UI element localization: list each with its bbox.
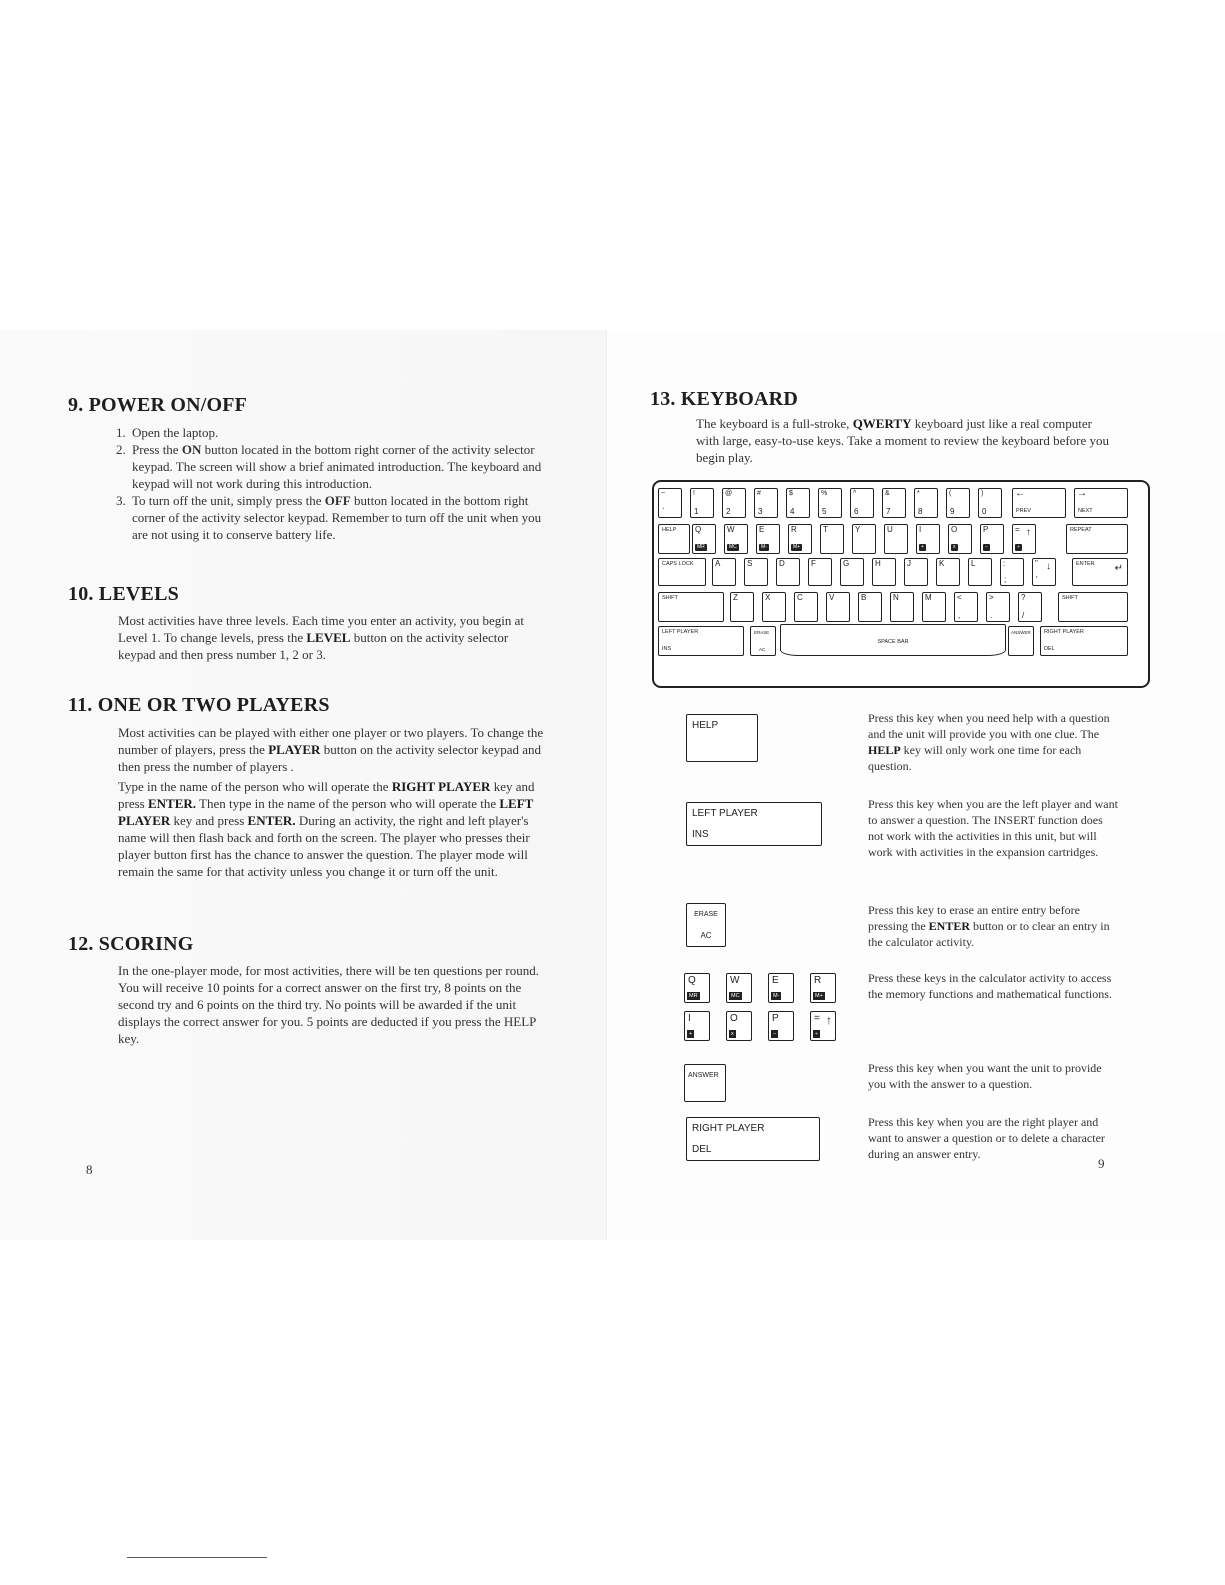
key-quote: " ' ↓	[1032, 558, 1056, 586]
key-n: N	[890, 592, 914, 622]
key-equals: = ↑ ÷	[1012, 524, 1036, 554]
key-comma: < ,	[954, 592, 978, 622]
levels-paragraph: Most activities have three levels. Each time you enter an activity, you begin at Level 1. To change levels, press the LEVEL button on the activity selector keypad and then press number 1, 2 or 3.	[118, 613, 524, 662]
up-arrow-icon: ↑	[826, 1013, 832, 1027]
key-answer: ANSWER	[1008, 626, 1034, 656]
players-paragraph-1: Most activities can be played with either one player or two players. To change the number of players, press the PLAYER button on the activity selector keypad and then press the number of players .	[118, 725, 544, 774]
key-3: # 3	[754, 488, 778, 518]
page-number-left: 8	[86, 1162, 93, 1177]
key-7: & 7	[882, 488, 906, 518]
key-f: F	[808, 558, 832, 586]
key-5: % 5	[818, 488, 842, 518]
page-gutter	[606, 330, 607, 1240]
key-m: M	[922, 592, 946, 622]
section-heading-power: 9. POWER ON/OFF	[68, 394, 248, 416]
key-b: B	[858, 592, 882, 622]
key-next: → NEXT	[1074, 488, 1128, 518]
key-caps-lock: CAPS LOCK	[658, 558, 706, 586]
enter-arrow-icon: ↵	[1114, 563, 1123, 574]
callout-desc-memory: Press these keys in the calculator activity to access the memory functions and mathematical functions.	[868, 971, 1112, 1001]
callout-desc-left-player: Press this key when you are the left player and want to answer a question. The INSERT function does not work with the activities in this unit, but will work with activities in the expansion cartridges.	[868, 797, 1118, 859]
key-g: G	[840, 558, 864, 586]
key-help: HELP	[658, 524, 690, 554]
key-u: U	[884, 524, 908, 554]
key-s: S	[744, 558, 768, 586]
keyboard-diagram	[652, 480, 1150, 688]
key-y: Y	[852, 524, 876, 554]
key-c: C	[794, 592, 818, 622]
key-0: ) 0	[978, 488, 1002, 518]
callout-key-right-player: RIGHT PLAYER DEL	[686, 1117, 820, 1161]
key-o: O x	[948, 524, 972, 554]
power-step-3: 3. To turn off the unit, simply press the OFF button located in the bottom right corner of the activity selector keypad. Remember to turn off the unit when you are not using it to conserve battery life.	[116, 493, 542, 542]
mem-key-r: R M+	[810, 973, 836, 1003]
key-right-player: RIGHT PLAYER DEL	[1040, 626, 1128, 656]
section-heading-scoring: 12. SCORING	[68, 933, 194, 955]
key-h: H	[872, 558, 896, 586]
mem-key-p: P −	[768, 1011, 794, 1041]
power-steps	[116, 424, 554, 543]
power-step-1: 1. Open the laptop.	[116, 425, 219, 440]
key-l: L	[968, 558, 992, 586]
players-paragraph-2: Type in the name of the person who will operate the RIGHT PLAYER key and press ENTER. Then type in the name of the person who will operate the LEFT PLAYER key and press ENTER. During an activity, the right and left player's name will then flash back and forth on the screen. The player who presses their player button first has the chance to answer the question. The player mode will remain the same for that activity unless you change it or turn off the unit.	[118, 779, 535, 879]
callout-key-help: HELP	[686, 714, 758, 762]
key-2: @ 2	[722, 488, 746, 518]
callout-key-left-player: LEFT PLAYER INS	[686, 802, 822, 846]
callout-desc-help: Press this key when you need help with a question and the unit will provide you with one clue. The HELP key will only work one time for each question.	[868, 711, 1110, 773]
mem-key-e: E M-	[768, 973, 794, 1003]
mem-key-i: I +	[684, 1011, 710, 1041]
key-p: P −	[980, 524, 1004, 554]
bottom-link-underline	[127, 1557, 267, 1558]
key-left-player: LEFT PLAYER INS	[658, 626, 744, 656]
section-heading-players: 11. ONE OR TWO PLAYERS	[68, 694, 330, 716]
key-i: I +	[916, 524, 940, 554]
key-shift-right: SHIFT	[1058, 592, 1128, 622]
key-k: K	[936, 558, 960, 586]
key-e: E M-	[756, 524, 780, 554]
page-number-right: 9	[1098, 1156, 1105, 1171]
callout-key-answer: ANSWER	[684, 1064, 726, 1102]
mem-key-q: Q MR	[684, 973, 710, 1003]
key-slash: ? /	[1018, 592, 1042, 622]
key-a: A	[712, 558, 736, 586]
key-period: > .	[986, 592, 1010, 622]
key-space-bar: SPACE BAR	[780, 624, 1006, 656]
key-d: D	[776, 558, 800, 586]
section-heading-levels: 10. LEVELS	[68, 583, 179, 605]
mem-key-o: O x	[726, 1011, 752, 1041]
key-r: R M+	[788, 524, 812, 554]
key-tilde: ~ `	[658, 488, 682, 518]
key-z: Z	[730, 592, 754, 622]
key-j: J	[904, 558, 928, 586]
section-heading-keyboard: 13. KEYBOARD	[650, 388, 798, 410]
keyboard-intro: The keyboard is a full-stroke, QWERTY keyboard just like a real computer with large, easy-to-use keys. Take a moment to review the keyboard before you begin play.	[696, 416, 1110, 465]
key-8: * 8	[914, 488, 938, 518]
key-shift-left: SHIFT	[658, 592, 724, 622]
key-v: V	[826, 592, 850, 622]
callout-desc-erase: Press this key to erase an entire entry before pressing the ENTER button or to clear an entry in the calculator activity.	[868, 903, 1110, 949]
right-page-shade	[607, 330, 1225, 1240]
key-prev: ← PREV	[1012, 488, 1066, 518]
callout-desc-answer: Press this key when you want the unit to provide you with the answer to a question.	[868, 1061, 1102, 1091]
key-w: W MC	[724, 524, 748, 554]
key-t: T	[820, 524, 844, 554]
key-erase: ERASE AC	[750, 626, 776, 656]
key-semicolon: : ;	[1000, 558, 1024, 586]
mem-key-equals: = ↑ ÷	[810, 1011, 836, 1041]
callout-key-erase: ERASE AC	[686, 903, 726, 947]
down-arrow-icon: ↓	[1046, 561, 1051, 572]
callout-desc-right-player: Press this key when you are the right player and want to answer a question or to delete a character during an answer entry.	[868, 1115, 1105, 1161]
key-enter: ENTER ↵	[1072, 558, 1128, 586]
scoring-paragraph: In the one-player mode, for most activities, there will be ten questions per round. You will receive 10 points for a correct answer on the first try, 8 points on the second try and 6 points on the third try. No points will be awarded if the unit displays the correct answer for you. 5 points are deducted if you press the HELP key.	[118, 963, 539, 1046]
key-x: X	[762, 592, 786, 622]
key-4: $ 4	[786, 488, 810, 518]
key-9: ( 9	[946, 488, 970, 518]
key-1: ! 1	[690, 488, 714, 518]
key-repeat: REPEAT	[1066, 524, 1128, 554]
mem-key-w: W MC	[726, 973, 752, 1003]
up-arrow-icon: ↑	[1026, 527, 1031, 538]
power-step-2: 2. Press the ON button located in the bottom right corner of the activity selector keypad. The screen will show a brief animated introduction. The keyboard and keypad will not work during this introduction.	[116, 442, 542, 491]
key-q: Q MR	[692, 524, 716, 554]
key-6: ^ 6	[850, 488, 874, 518]
